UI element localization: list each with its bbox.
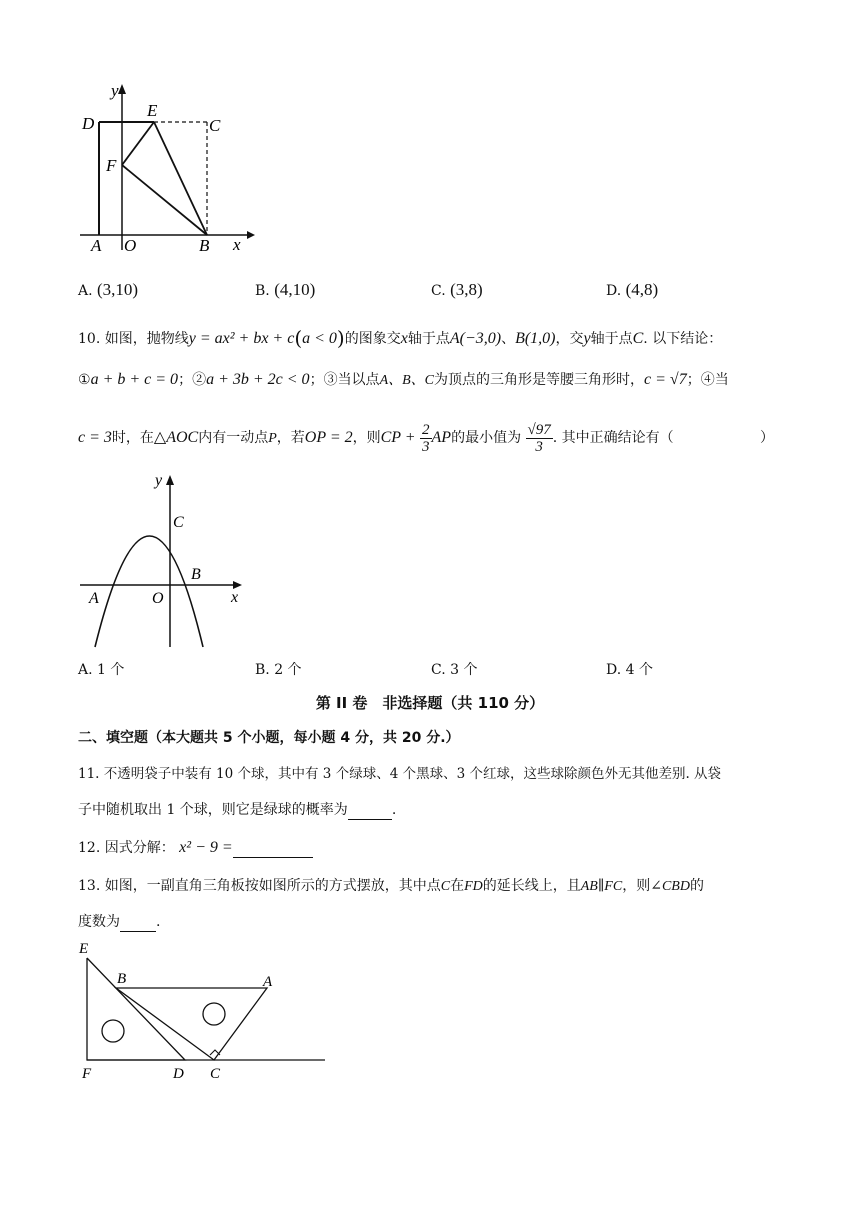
q10-answer-num: √97 [527, 421, 551, 438]
q13-end: . [156, 914, 161, 930]
q10-conclusion-4: ④当 [700, 372, 729, 388]
q12-line [78, 838, 313, 858]
q12-text: 12. 因式分解： [78, 840, 175, 856]
q11-end: . [391, 802, 397, 818]
q9-option-a [78, 280, 138, 301]
q10-fraction [420, 422, 432, 455]
q10-text: 、 [501, 331, 516, 347]
q10-label-x: x [231, 589, 239, 606]
q10-text: ，若 [276, 430, 305, 446]
q10-conclusion-3: ③ [323, 372, 338, 388]
q13-label-b: B [117, 971, 127, 987]
q10-triangle: △AOC [153, 429, 199, 446]
q10-option-a [78, 660, 124, 680]
q10-expr-4a: c = 3 [78, 429, 112, 446]
q10-option-b [255, 660, 302, 680]
q10-conclusion-2: ② [192, 372, 207, 388]
q10-text: . 以下结论： [643, 331, 723, 347]
q13-figure [75, 938, 335, 1083]
q10-parabola: y = ax² + bx + c [188, 330, 295, 347]
q9-label-a: A [91, 236, 102, 255]
q11-line-2 [78, 800, 396, 820]
q10-var-p: P [268, 431, 277, 446]
q10-figure [75, 465, 255, 650]
q9-figure [75, 80, 255, 260]
q10-expr-2: a + 3b + 2c < 0 [206, 371, 310, 388]
q11-line-1: 11. 不透明袋子中装有 10 个球，其中有 3 个绿球、4 个黑球、3 个红球，这些球除颜色外无其他差别. 从袋 [78, 766, 722, 782]
q9-label-x: x [233, 235, 241, 254]
q10-point-c: C [632, 330, 644, 347]
q12-answer-blank [233, 841, 313, 858]
q10-text: ； [686, 372, 701, 388]
q10-var-y: y [583, 330, 591, 347]
q11-text: 子中随机取出 1 个球，则它是绿球的概率为 [78, 802, 348, 818]
q13-text: ，则∠ [622, 878, 662, 894]
q10-line-2 [78, 370, 729, 391]
q10-option-c [431, 660, 477, 680]
q13-line-1 [78, 876, 704, 897]
q9-label-f: F [106, 156, 117, 175]
q13-text: 在 [450, 878, 465, 894]
q10-line-1: 10. 如图，抛物线y = ax² + bx + c(a < 0)的图象交x轴于点A(−3,0)、B(1,0)，交y轴于点C. 以下结论： [78, 326, 723, 350]
q10-option-b-value: 2 个 [274, 662, 302, 678]
q10-fraction-num: 2 [422, 421, 430, 438]
q10-text: 轴于点 [590, 331, 633, 347]
q13-label-c: C [210, 1066, 221, 1082]
q10-option-a-value: 1 个 [97, 662, 125, 678]
q10-answer-den: 3 [535, 438, 543, 455]
q10-text: 为顶点的三角形是等腰三角形时， [434, 372, 645, 388]
q9-label-y: y [111, 81, 119, 100]
q13-text: 的延长线上，且 [482, 878, 581, 894]
q10-text: ； [178, 372, 193, 388]
q10-text: 如图，抛物线 [104, 331, 189, 347]
q10-label-o: O [152, 590, 164, 607]
q13-parallel: AB∥FC [580, 879, 623, 894]
q9-label-d: D [82, 114, 95, 133]
q9-option-a-letter: A. [78, 283, 93, 299]
q10-fraction-den: 3 [422, 438, 430, 455]
q10-text: 的最小值为 [451, 430, 522, 446]
q9-option-b-letter: B. [255, 283, 270, 299]
q10-expr-4b: OP = 2 [304, 429, 353, 446]
q9-label-e: E [147, 101, 158, 120]
q10-text: 内有一动点 [198, 430, 269, 446]
q13-label-f: F [82, 1066, 92, 1082]
q10-label-a: A [89, 590, 99, 607]
q9-option-b-value: (4,10) [274, 280, 316, 299]
q13-line-2 [78, 912, 160, 932]
q13-angle: CBD [661, 879, 690, 894]
q9-option-d-value: (4,8) [625, 280, 659, 299]
q13-label-a: A [263, 974, 273, 990]
q13-text: 的 [689, 878, 704, 894]
q13-label-d: D [173, 1066, 184, 1082]
q12-expr: x² − 9 = [179, 839, 233, 856]
q10-option-c-letter: C. [431, 662, 446, 678]
q9-option-c-value: (3,8) [450, 280, 483, 299]
q13-text: 度数为 [78, 914, 120, 930]
q9-label-b: B [199, 236, 210, 255]
q10-close-paren: ） [760, 430, 774, 446]
q10-point-a: A(−3,0) [449, 330, 502, 347]
section-title: 第 II 卷 非选择题（共 110 分） [315, 694, 545, 712]
q10-option-d [606, 660, 653, 680]
q10-option-d-letter: D. [606, 662, 622, 678]
q10-text: 当以点 [337, 372, 380, 388]
q13-label-e: E [79, 941, 89, 957]
q10-text: . 其中正确结论有（ [552, 430, 674, 446]
q10-answer-fraction [526, 422, 553, 455]
q9-option-c-letter: C. [431, 283, 446, 299]
q10-var-x: x [400, 330, 408, 347]
q9-option-d [606, 280, 658, 301]
q10-option-a-letter: A. [78, 662, 93, 678]
q10-option-c-value: 3 个 [450, 662, 478, 678]
q10-expr-4c-pre: CP + [380, 429, 416, 446]
q9-option-d-letter: D. [606, 283, 622, 299]
q10-number: 10. [78, 331, 101, 347]
q11-answer-blank [348, 803, 392, 820]
q13-var-fd: FD [464, 879, 483, 894]
q10-condition: a < 0 [302, 330, 337, 347]
q10-point-b: B(1,0) [515, 330, 556, 347]
q10-expr-3: c = √7 [644, 371, 687, 388]
q13-var-c: C [440, 879, 451, 894]
q10-label-y: y [155, 472, 163, 489]
q10-label-b: B [191, 566, 201, 583]
q10-text: ，交 [555, 331, 584, 347]
q13-answer-blank [120, 915, 156, 932]
q10-text: 时，在 [111, 430, 154, 446]
q10-text: 轴于点 [407, 331, 450, 347]
q9-option-b [255, 280, 315, 301]
q10-option-b-letter: B. [255, 662, 270, 678]
q9-label-o: O [124, 236, 137, 255]
q9-option-c [431, 280, 483, 301]
q9-option-a-value: (3,10) [97, 280, 139, 299]
q10-line-3 [78, 418, 674, 459]
q10-expr-1: a + b + c = 0 [90, 371, 179, 388]
q10-vars: A、B、C [379, 373, 435, 388]
q10-text: ，则 [352, 430, 381, 446]
q10-conclusion-1: ① [78, 372, 91, 388]
part2-heading: 二、填空题（本大题共 5 个小题，每小题 4 分，共 20 分.） [78, 730, 460, 746]
q10-expr-4c-post: AP [431, 429, 452, 446]
q10-option-d-value: 4 个 [625, 662, 653, 678]
q10-text: 的图象交 [344, 331, 401, 347]
q13-text: 13. 如图，一副直角三角板按如图所示的方式摆放，其中点 [78, 878, 441, 894]
q9-label-c: C [209, 116, 221, 135]
q10-text: ； [309, 372, 324, 388]
q10-label-c: C [173, 514, 184, 531]
